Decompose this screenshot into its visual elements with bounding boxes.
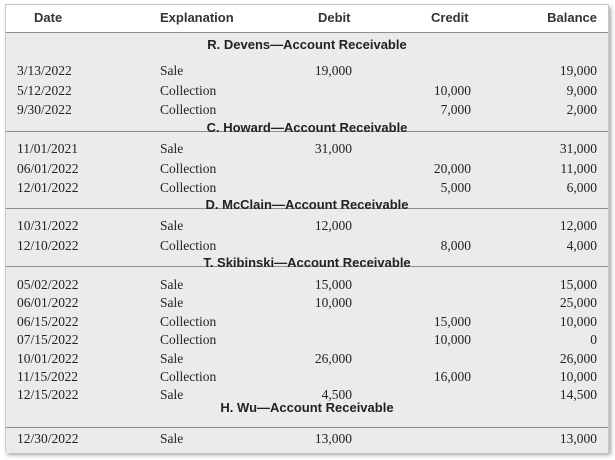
cell-balance: 10,000: [559, 313, 597, 329]
cell-balance: 4,000: [566, 237, 597, 253]
cell-date: 10/01/2022: [17, 350, 79, 366]
account-title: C. Howard—Account Receivable: [206, 120, 408, 135]
cell-balance: 25,000: [559, 295, 597, 311]
cell-balance: 14,500: [559, 387, 597, 403]
cell-credit: 7,000: [440, 102, 471, 117]
cell-debit: 15,000: [314, 277, 352, 292]
ledger-row: [6, 161, 608, 179]
cell-explanation: Collection: [160, 237, 217, 253]
cell-credit: 20,000: [433, 160, 471, 176]
col-header-date: Date: [34, 10, 63, 25]
cell-explanation: Collection: [160, 180, 217, 195]
cell-debit: 12,000: [314, 218, 352, 233]
account-title: R. Devens—Account Receivable: [207, 37, 407, 52]
ledger-row: [6, 218, 608, 236]
cell-debit: 13,000: [314, 431, 352, 446]
cell-credit: 5,000: [440, 180, 471, 195]
cell-date: 9/30/2022: [17, 102, 72, 117]
cell-balance: 19,000: [559, 63, 597, 78]
cell-debit: 4,500: [321, 387, 352, 403]
cell-balance: 13,000: [559, 431, 597, 446]
cell-debit: 26,000: [314, 350, 352, 366]
cell-date: 05/02/2022: [17, 277, 79, 292]
ledger-row: [6, 238, 608, 256]
col-header-debit: Debit: [318, 10, 351, 25]
cell-explanation: Collection: [160, 332, 217, 348]
cell-credit: 10,000: [433, 332, 471, 348]
cell-balance: 2,000: [566, 102, 597, 117]
cell-explanation: Collection: [160, 82, 217, 98]
cell-explanation: Sale: [160, 431, 184, 446]
ledger-row: [6, 63, 608, 81]
cell-balance: 11,000: [560, 160, 597, 176]
cell-date: 06/15/2022: [17, 313, 79, 329]
cell-explanation: Collection: [160, 369, 217, 384]
cell-debit: 10,000: [314, 295, 352, 311]
cell-date: 12/30/2022: [17, 431, 79, 446]
cell-date: 12/10/2022: [17, 237, 79, 253]
account-section: [6, 32, 608, 131]
cell-credit: 10,000: [433, 82, 471, 98]
cell-explanation: Collection: [160, 102, 217, 117]
cell-date: 5/12/2022: [17, 82, 72, 98]
cell-date: 11/01/2021: [17, 141, 79, 156]
cell-explanation: Sale: [160, 295, 184, 311]
cell-credit: 16,000: [433, 369, 471, 384]
cell-date: 06/01/2022: [17, 160, 79, 176]
cell-balance: 9,000: [566, 82, 597, 98]
cell-balance: 10,000: [559, 369, 597, 384]
col-header-balance: Balance: [547, 10, 597, 25]
ledger-row: [6, 314, 608, 332]
cell-date: 06/01/2022: [17, 295, 79, 311]
ledger-row: [6, 83, 608, 101]
cell-balance: 0: [590, 332, 597, 348]
cell-balance: 12,000: [559, 218, 597, 233]
cell-explanation: Collection: [160, 313, 217, 329]
cell-credit: 8,000: [440, 237, 471, 253]
cell-balance: 15,000: [559, 277, 597, 292]
column-header-row: [6, 5, 608, 32]
cell-debit: 19,000: [314, 63, 352, 78]
cell-explanation: Sale: [160, 277, 184, 292]
cell-balance: 31,000: [559, 141, 597, 156]
cell-date: 11/15/2022: [17, 369, 79, 384]
ledger-row: [6, 431, 608, 449]
cell-explanation: Sale: [160, 218, 184, 233]
account-title: H. Wu—Account Receivable: [220, 400, 394, 415]
cell-credit: 15,000: [433, 313, 471, 329]
account-title: D. McClain—Account Receivable: [205, 197, 409, 212]
cell-explanation: Collection: [160, 160, 217, 176]
cell-date: 12/01/2022: [17, 180, 79, 195]
ledger-row: [6, 295, 608, 313]
ledger-table: [5, 4, 609, 452]
cell-explanation: Sale: [160, 350, 184, 366]
cell-date: 10/31/2022: [17, 218, 79, 233]
cell-date: 3/13/2022: [17, 63, 72, 78]
col-header-explanation: Explanation: [160, 10, 234, 25]
ledger-row: [6, 351, 608, 369]
col-header-credit: Credit: [431, 10, 469, 25]
cell-explanation: Sale: [160, 63, 184, 78]
ledger-row: [6, 369, 608, 387]
cell-explanation: Sale: [160, 141, 184, 156]
ledger-row: [6, 277, 608, 295]
ledger-row: [6, 180, 608, 198]
account-section: [6, 400, 608, 453]
ledger-row: [6, 141, 608, 159]
ledger-row: [6, 102, 608, 120]
cell-balance: 26,000: [559, 350, 597, 366]
cell-balance: 6,000: [566, 180, 597, 195]
cell-date: 12/15/2022: [17, 387, 79, 403]
cell-date: 07/15/2022: [17, 332, 79, 348]
cell-debit: 31,000: [314, 141, 352, 156]
account-title: T. Skibinski—Account Receivable: [203, 255, 411, 270]
cell-explanation: Sale: [160, 387, 184, 403]
ledger-row: [6, 332, 608, 350]
